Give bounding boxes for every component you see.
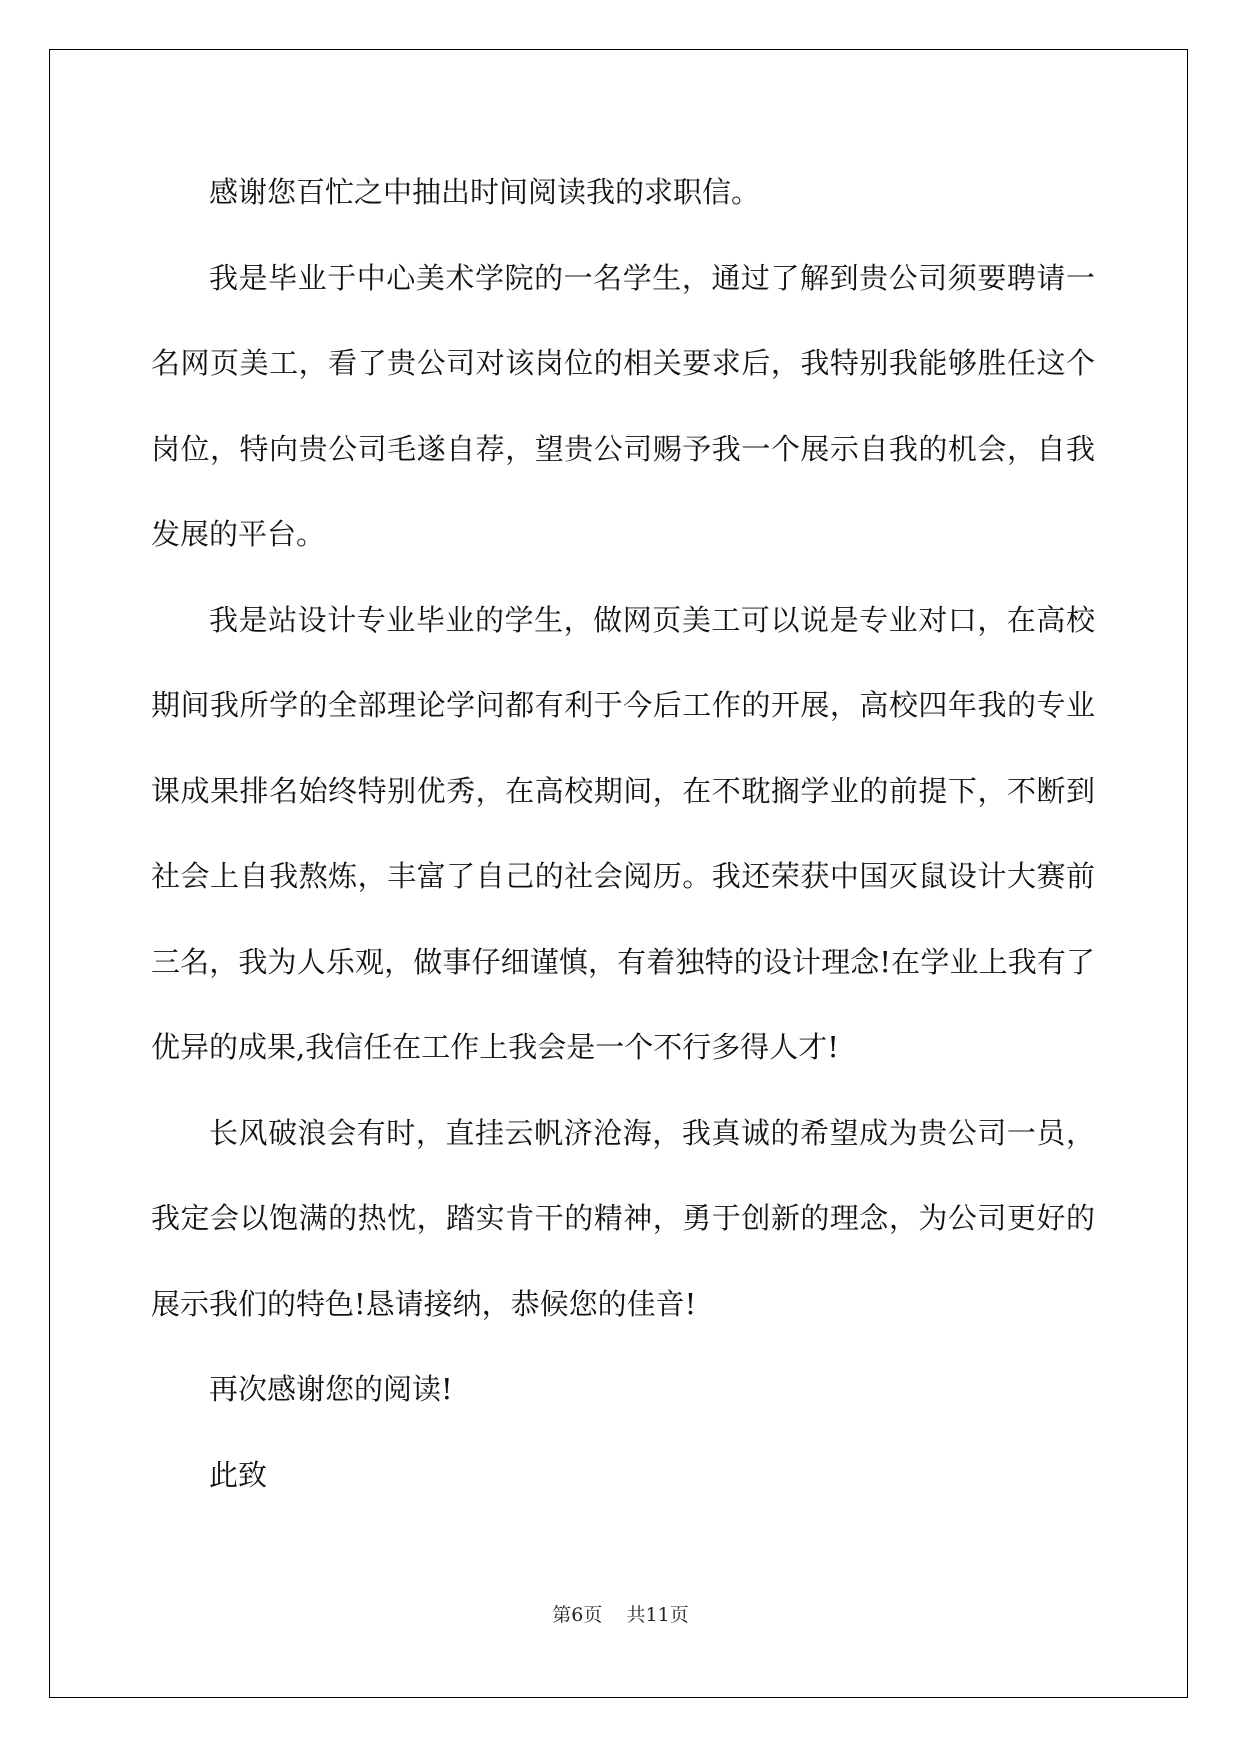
page-footer [0, 1600, 1241, 1627]
paragraph-closing: 此致 [209, 1457, 268, 1492]
paragraph-thanks: 感谢您百忙之中抽出时间阅读我的求职信。 [209, 175, 761, 209]
page-number: 第6页 共11页 [552, 1604, 689, 1626]
letter-body [151, 150, 1095, 1518]
paragraph-thanks-again: 再次感谢您的阅读! [209, 1372, 453, 1406]
paragraph-aspiration: 长风破浪会有时，直挂云帆济沧海，我真诚的希望成为贵公司一员，我定会以饱满的热忱，踏实肯干的精神，勇于创新的理念，为公司更好的展示我们的特色!恳请接纳，恭候您的佳音! [151, 1115, 1095, 1321]
paragraph-introduction: 我是毕业于中心美术学院的一名学生，通过了解到贵公司须要聘请一名网页美工，看了贵公司对该岗位的相关要求后，我特别我能够胜任这个岗位，特向贵公司毛遂自荐，望贵公司赐予我一个展示自我的机会，自我发展的平台。 [151, 260, 1095, 551]
paragraph-qualifications: 我是站设计专业毕业的学生，做网页美工可以说是专业对口，在高校期间我所学的全部理论学问都有利于今后工作的开展，高校四年我的专业课成果排名始终特别优秀，在高校期间，在不耽搁学业的前提下，不断到社会上自我熬炼，丰富了自己的社会阅历。我还荣获中国灭鼠设计大赛前三名，我为人乐观，做事仔细谨慎，有着独特的设计理念!在学业上我有了优异的成果,我信任在工作上我会是一个不行多得人才! [151, 602, 1095, 1064]
